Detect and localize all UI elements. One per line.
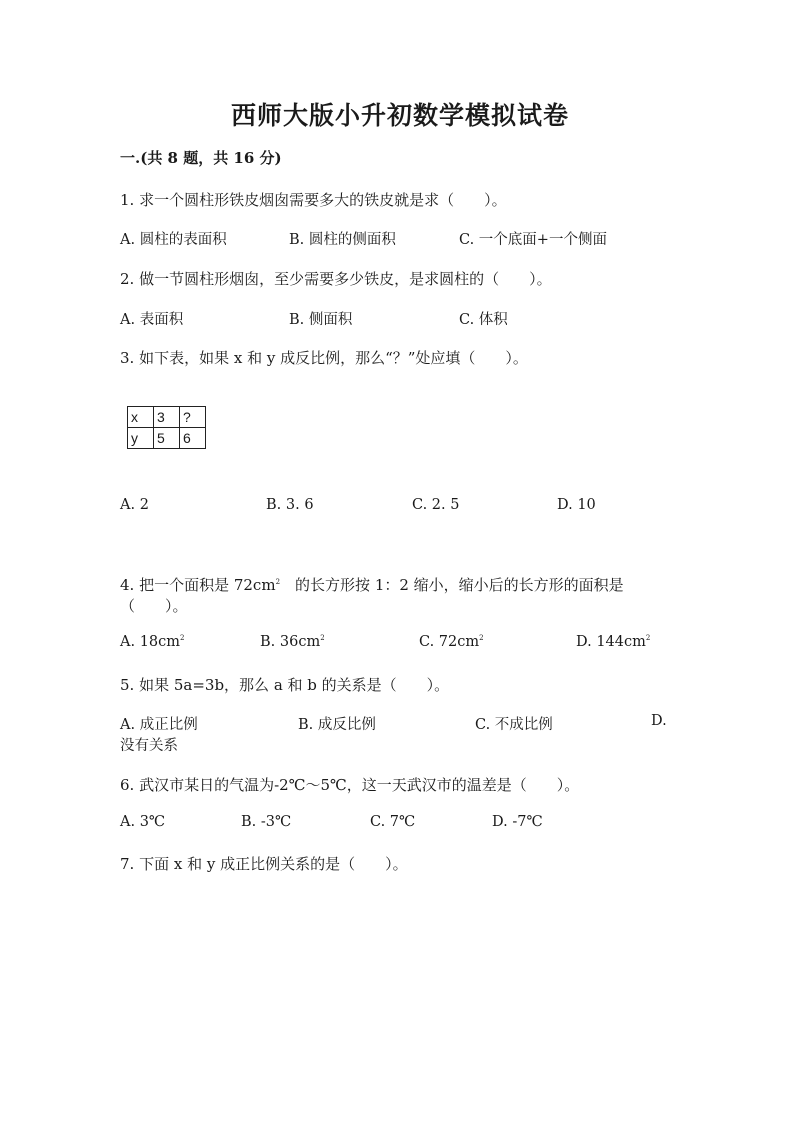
q6-option-d: D. -7℃: [492, 814, 543, 830]
q4-option-c-sup: 2: [479, 634, 484, 643]
q5-option-b: B. 成反比例: [298, 717, 376, 733]
q4-option-c-text: C. 72cm: [419, 634, 480, 650]
table-row: [128, 428, 206, 449]
q3-option-c: C. 2. 5: [412, 497, 460, 513]
q5-option-d-wrap: 没有关系: [120, 738, 178, 754]
xy-table: [127, 406, 206, 449]
section-heading: 一.(共 8 题，共 16 分): [120, 149, 282, 167]
q1-option-a: A. 圆柱的表面积: [120, 232, 227, 248]
q6-option-c: C. 7℃: [370, 814, 416, 830]
table-cell: 5: [154, 428, 180, 449]
page-title: 西师大版小升初数学模拟试卷: [230, 101, 569, 130]
q4-option-a-text: A. 18cm: [120, 634, 181, 650]
question-1: 1. 求一个圆柱形铁皮烟囱需要多大的铁皮就是求（ ）。: [120, 191, 507, 209]
q3-option-b: B. 3. 6: [266, 497, 314, 513]
table-cell: 3: [154, 407, 180, 428]
q1-option-c: C. 一个底面+一个侧面: [459, 232, 607, 248]
q4-option-b-text: B. 36cm: [260, 634, 321, 650]
question-4-line2: （ ）。: [120, 597, 188, 615]
q4-option-c: [419, 634, 484, 650]
table-cell: x: [128, 407, 154, 428]
question-7: 7. 下面 x 和 y 成正比例关系的是（ ）。: [120, 855, 408, 873]
q5-option-d: D.: [651, 713, 667, 729]
q4-option-b: [260, 634, 325, 650]
q2-option-b: B. 侧面积: [289, 312, 353, 328]
question-6: 6. 武汉市某日的气温为-2℃～5℃，这一天武汉市的温差是（ ）。: [120, 776, 580, 794]
table-row: [128, 407, 206, 428]
q4-option-d-sup: 2: [645, 634, 651, 643]
q4-text-start: 4. 把一个面积是 72cm: [120, 576, 276, 594]
q3-option-a: A. 2: [120, 497, 149, 513]
q4-option-d-text: D. 144cm: [576, 634, 646, 650]
q6-option-b: B. -3℃: [241, 814, 292, 830]
table-cell: y: [128, 428, 154, 449]
q4-option-a: [120, 634, 184, 650]
q5-option-a: A. 成正比例: [120, 717, 198, 733]
q4-option-b-sup: 2: [320, 634, 325, 643]
q4-option-d: [576, 634, 650, 650]
table-cell: ?: [180, 407, 206, 428]
q2-option-a: A. 表面积: [120, 312, 184, 328]
q4-option-a-sup: 2: [180, 634, 185, 643]
q1-option-b: B. 圆柱的侧面积: [289, 232, 396, 248]
q4-text-rest: 的长方形按 1：2 缩小，缩小后的长方形的面积是: [295, 576, 624, 594]
question-4: [120, 574, 624, 595]
question-3: 3. 如下表，如果 x 和 y 成反比例，那么“？”处应填（ ）。: [120, 349, 528, 367]
question-2: 2. 做一节圆柱形烟囱，至少需要多少铁皮，是求圆柱的（ ）。: [120, 270, 552, 288]
q4-superscript: 2: [275, 578, 281, 586]
q5-option-c: C. 不成比例: [475, 717, 553, 733]
question-5: 5. 如果 5a=3b，那么 a 和 b 的关系是（ ）。: [120, 676, 450, 694]
q6-option-a: A. 3℃: [120, 814, 166, 830]
q3-option-d: D. 10: [557, 497, 596, 513]
table-cell: 6: [180, 428, 206, 449]
q2-option-c: C. 体积: [459, 312, 508, 328]
